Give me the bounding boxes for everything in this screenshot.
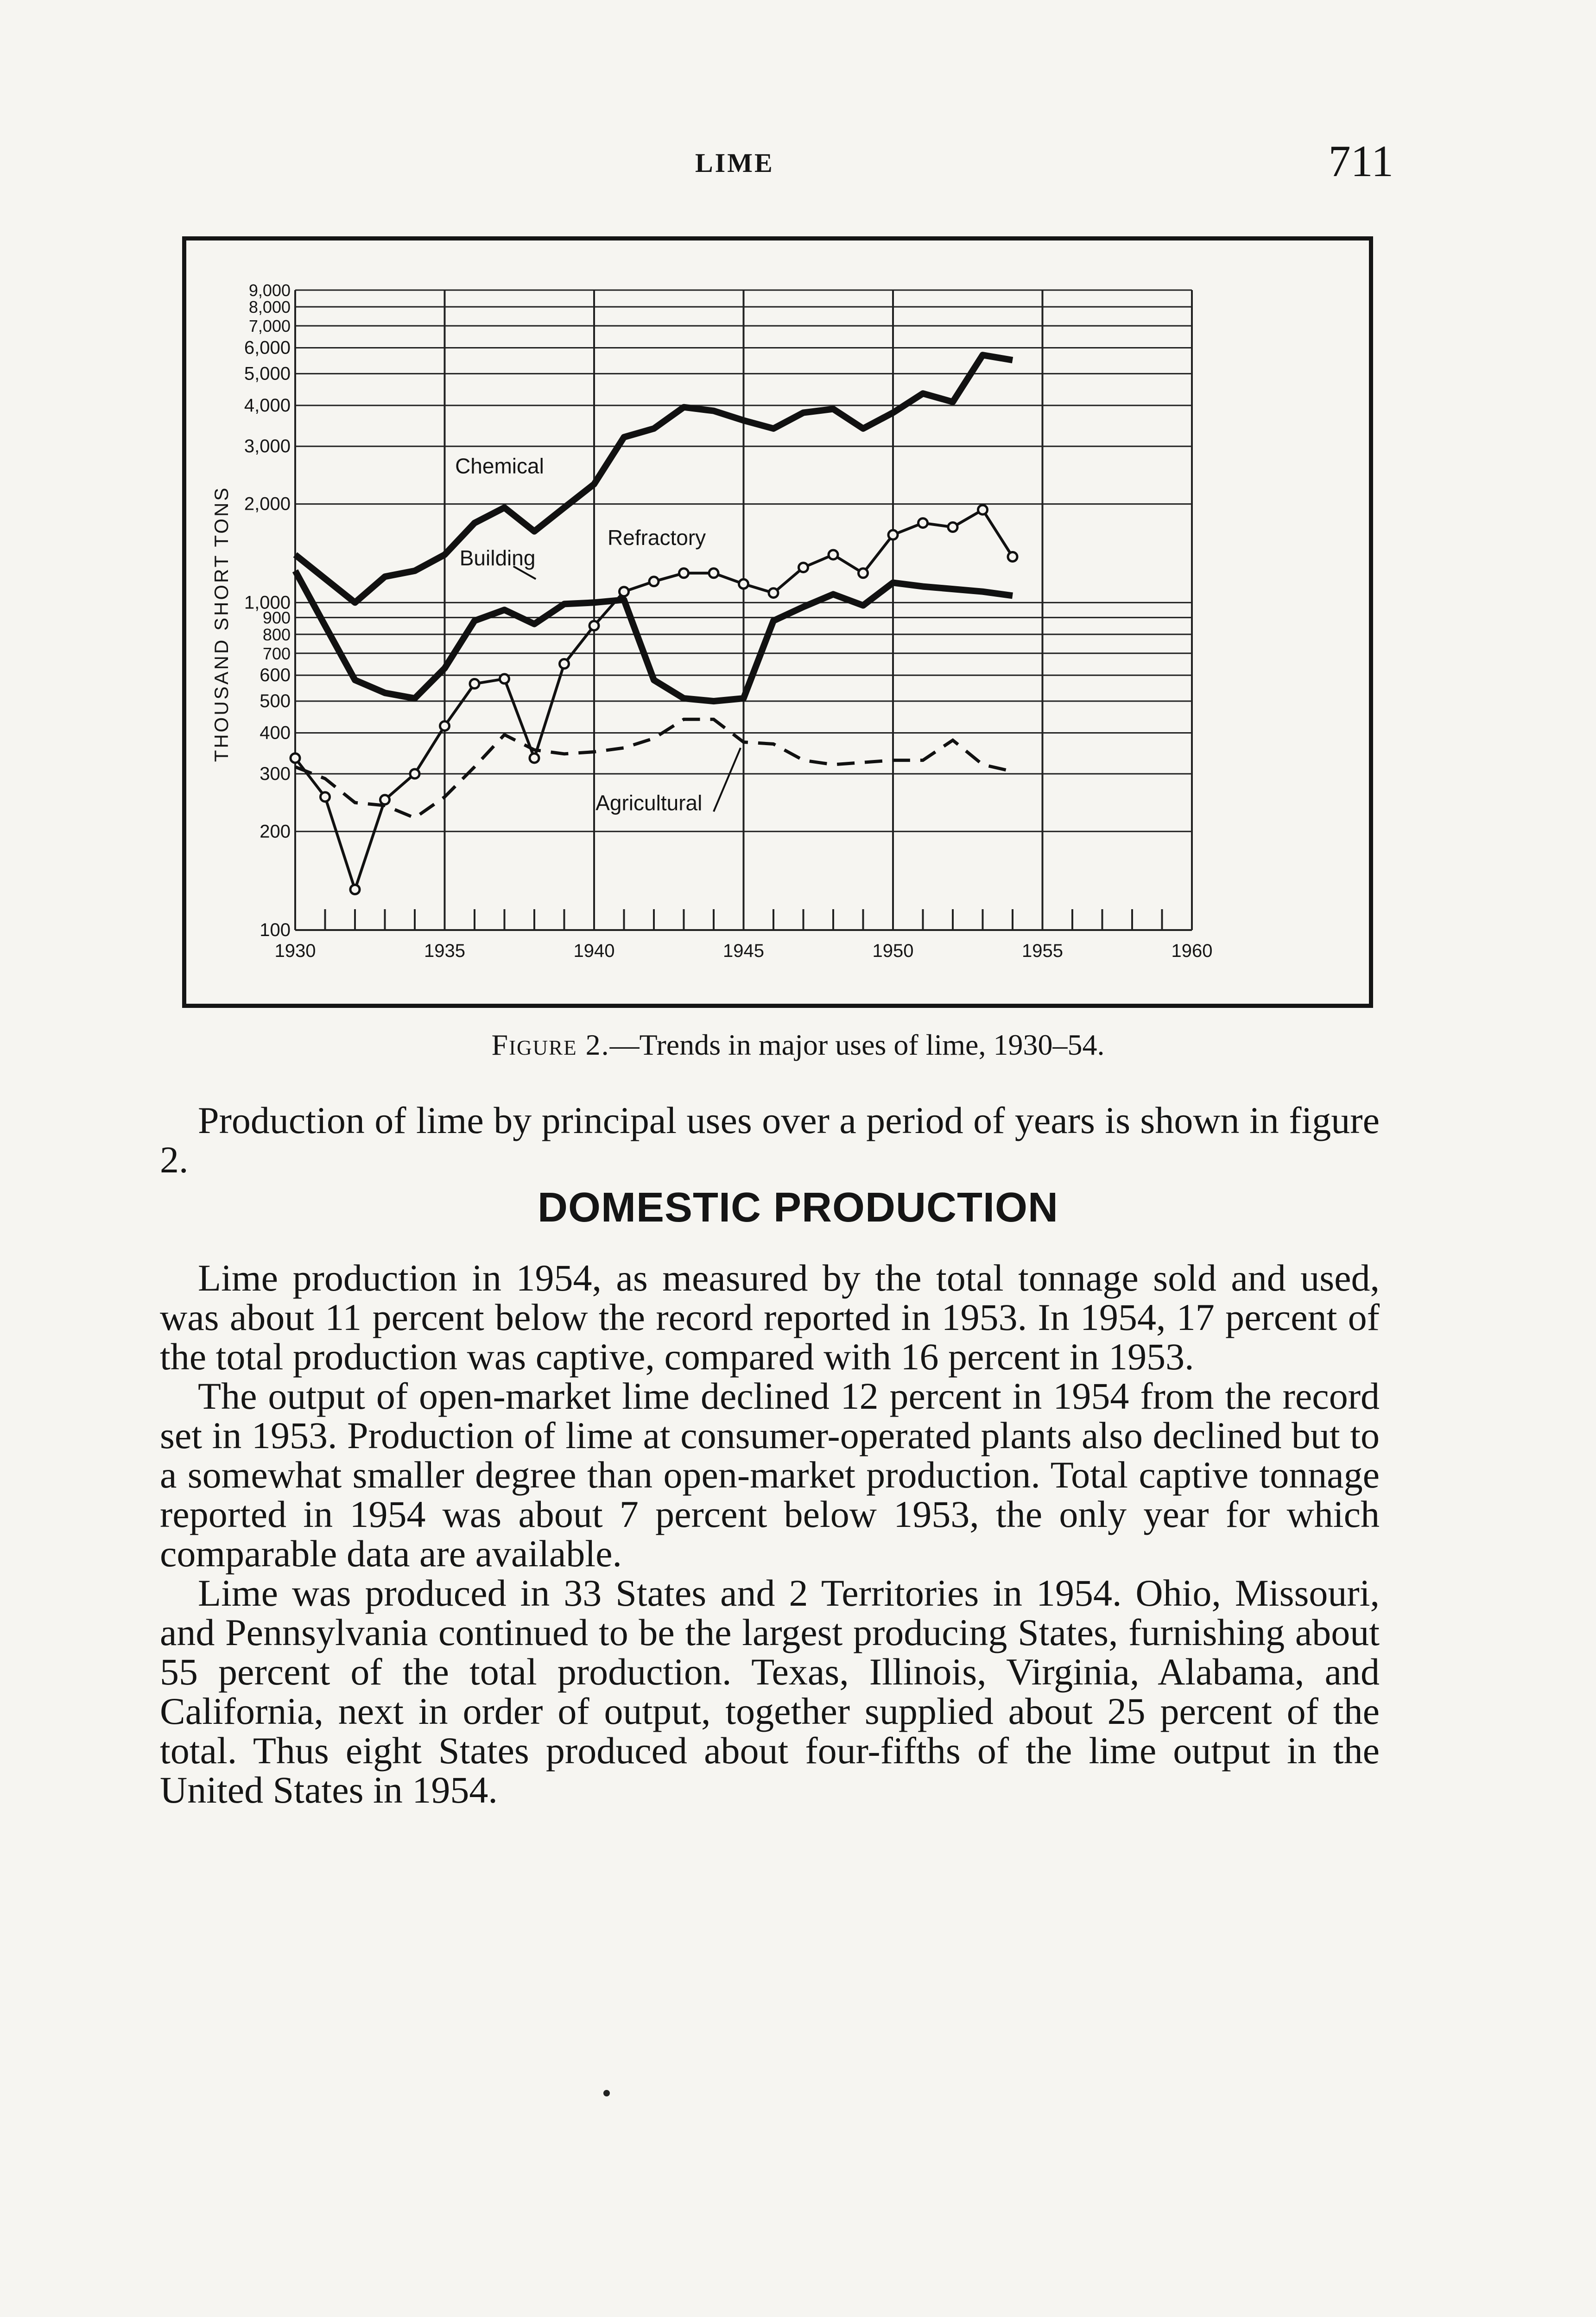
data-point-refractory	[560, 659, 569, 669]
intro-paragraph-block	[160, 1101, 1380, 1179]
data-point-refractory	[769, 589, 778, 598]
x-tick-label: 1950	[872, 941, 914, 961]
intro-paragraph: Production of lime by principal uses over a period of years is shown in figure 2.	[160, 1099, 1380, 1181]
data-point-refractory	[470, 679, 479, 689]
data-point-refractory	[321, 792, 330, 802]
data-point-refractory	[709, 569, 718, 578]
y-tick-label: 9,000	[248, 281, 291, 300]
series-label-chemical: Chemical	[455, 454, 544, 478]
y-tick-label: 700	[262, 644, 291, 663]
x-tick-label: 1935	[424, 941, 465, 961]
body-paragraph-3: Lime was produced in 33 States and 2 Territories in 1954. Ohio, Missouri, and Pennsylvania continued to be the largest producing States, furnishing about 55 percent of the total production. Texas, Illinois, Virginia, Alabama, and California, next in order of output, together supplied about 25 percent of the total. Thus eight States produced about four-fifths of the lime output in the United States in 1954.	[160, 1572, 1380, 1811]
series-label-refractory: Refractory	[608, 525, 706, 550]
x-tick-label: 1930	[274, 941, 316, 961]
series-label-agricultural: Agricultural	[595, 791, 703, 815]
data-point-refractory	[918, 519, 928, 528]
data-point-refractory	[530, 753, 539, 763]
data-point-refractory	[948, 522, 957, 532]
y-tick-label: 5,000	[244, 363, 291, 384]
figure-caption-text: —Trends in major uses of lime, 1930–54.	[609, 1028, 1105, 1061]
x-tick-label: 1945	[723, 941, 764, 961]
y-tick-label: 400	[260, 722, 291, 743]
y-tick-label: 900	[262, 608, 291, 627]
figure-frame	[182, 236, 1373, 1008]
body-paragraph-2: The output of open-market lime declined 12 percent in 1954 from the record set in 1953. Production of lime at consumer-operated plants also declined but to a somewhat smaller degree than open-market production. Total captive tonnage reported in 1954 was about 7 percent below 1953, the only year for which comparable data are available.	[160, 1375, 1380, 1575]
y-tick-label: 100	[260, 920, 291, 940]
y-tick-label: 1,000	[244, 592, 291, 613]
data-point-refractory	[739, 579, 748, 589]
page-number: 711	[1328, 136, 1393, 186]
data-point-refractory	[679, 569, 689, 578]
section-heading: DOMESTIC PRODUCTION	[537, 1184, 1058, 1231]
data-point-refractory	[649, 577, 659, 586]
y-tick-label: 600	[260, 665, 291, 686]
lime-uses-chart	[186, 241, 1369, 1004]
y-tick-label: 4,000	[244, 395, 291, 416]
y-tick-label: 6,000	[244, 337, 291, 358]
figure-caption	[0, 1028, 1596, 1062]
x-tick-label: 1940	[573, 941, 615, 961]
data-point-refractory	[829, 550, 838, 559]
data-point-refractory	[500, 674, 509, 684]
data-point-refractory	[978, 505, 988, 514]
y-tick-label: 2,000	[244, 494, 291, 514]
series-line-building	[295, 571, 1013, 701]
y-tick-label: 500	[260, 691, 291, 712]
y-tick-label: 7,000	[248, 317, 291, 336]
series-line-chemical	[295, 355, 1013, 602]
data-point-refractory	[291, 753, 300, 763]
x-tick-label: 1960	[1171, 941, 1213, 961]
y-tick-label: 3,000	[244, 436, 291, 457]
data-point-refractory	[380, 795, 390, 804]
data-point-refractory	[620, 587, 629, 596]
data-point-refractory	[410, 769, 419, 779]
x-tick-label: 1955	[1022, 941, 1063, 961]
data-point-refractory	[350, 885, 360, 894]
data-point-refractory	[440, 722, 450, 731]
series-line-refractory	[295, 510, 1013, 889]
data-point-refractory	[1008, 552, 1017, 561]
body-paragraph-1: Lime production in 1954, as measured by the total tonnage sold and used, was about 11 percent below the record reported in 1953. In 1954, 17 percent of the total production was captive, compared with 16 percent in 1953.	[160, 1257, 1380, 1378]
y-tick-label: 800	[262, 625, 291, 644]
section-body	[160, 1258, 1380, 1810]
stray-ink-dot	[603, 2090, 610, 2096]
data-point-refractory	[589, 621, 599, 630]
running-head: LIME	[695, 148, 774, 178]
data-point-refractory	[859, 569, 868, 578]
data-point-refractory	[888, 530, 898, 539]
y-tick-label: 300	[260, 763, 291, 784]
agricultural-leader-line	[714, 748, 741, 811]
series-label-building: Building	[459, 545, 536, 570]
figure-caption-label: Figure 2.	[491, 1028, 610, 1061]
y-tick-label: 200	[260, 821, 291, 842]
y-axis-title: THOUSAND SHORT TONS	[210, 486, 232, 762]
data-point-refractory	[799, 563, 808, 572]
y-tick-label: 8,000	[248, 298, 291, 317]
